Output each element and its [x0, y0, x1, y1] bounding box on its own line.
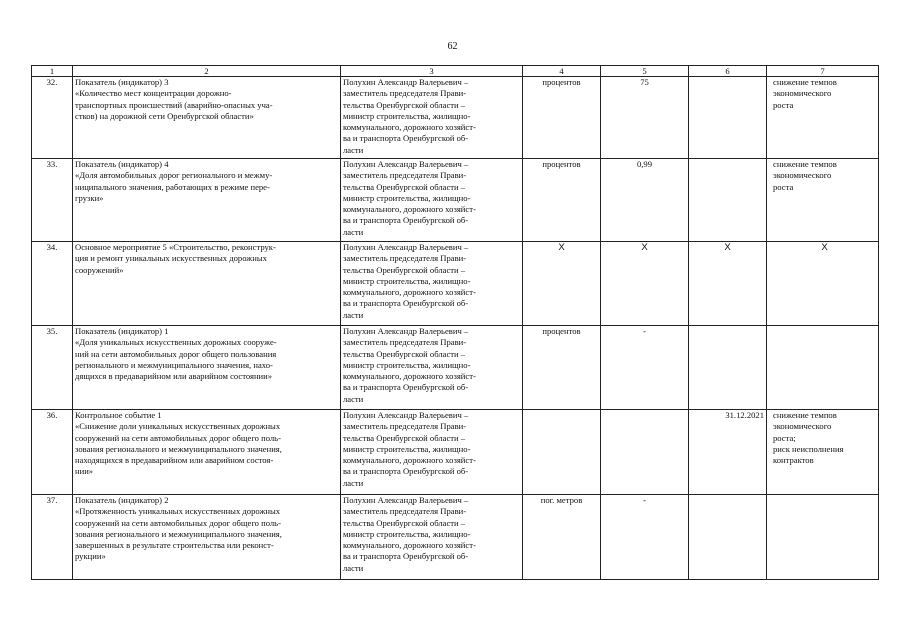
responsible-line: заместитель председателя Прави-	[343, 421, 467, 432]
responsible-line: тельства Оренбургской области –	[343, 348, 466, 359]
row-number: 37.	[32, 495, 73, 580]
description-line: регионального и межмуниципального значения, нахо-	[75, 359, 273, 370]
responsible-line: коммунального, дорожного хозяйст-	[343, 455, 476, 466]
responsible-line: ва и транспорта Оренбургской об-	[343, 551, 469, 562]
description-line: Контрольное событие 1	[75, 410, 162, 420]
responsible-line: ва и транспорта Оренбургской об-	[343, 466, 469, 477]
unit-cell: пог. метров	[523, 495, 601, 580]
description-line: «Количество мест концентрации дорожно-	[75, 88, 232, 99]
description-line: сооружений»	[75, 264, 124, 275]
risk-line: экономического	[773, 421, 832, 432]
risk-line: контрактов	[773, 455, 814, 466]
date-cell	[689, 159, 767, 242]
description-line: «Протяженность уникальных искусственных дорожных	[75, 506, 281, 517]
description-line: ний на сети автомобильных дорог общего пользования	[75, 348, 277, 359]
risk-cell	[767, 242, 879, 326]
responsible-line: Полухин Александр Валерьевич –	[343, 495, 469, 505]
description-line: Показатель (индикатор) 2	[75, 495, 169, 505]
risk-line: снижение темпов	[773, 77, 837, 87]
page-number: 62	[447, 41, 458, 52]
responsible-line: заместитель председателя Прави-	[343, 506, 467, 517]
date-cell: 31.12.2021	[689, 410, 767, 495]
responsible-line: ва и транспорта Оренбургской об-	[343, 298, 469, 309]
column-number-3: 3	[341, 66, 523, 77]
column-number-6: 6	[689, 66, 767, 77]
responsible-line: ва и транспорта Оренбургской об-	[343, 215, 469, 226]
responsible-line: ласти	[343, 144, 364, 155]
responsible-line: министр строительства, жилищно-	[343, 275, 471, 286]
responsible-line: Полухин Александр Валерьевич –	[343, 326, 469, 336]
description-line: зования регионального и межмуниципального значения,	[75, 443, 282, 454]
table-row	[32, 495, 879, 580]
description-line: сооружений на сети автомобильных дорог общего поль-	[75, 432, 281, 443]
row-number: 32.	[32, 77, 73, 159]
description-line: находящихся в предаварийном или аварийном состоя-	[75, 455, 274, 466]
table-row	[32, 242, 879, 326]
description-line: нии»	[75, 466, 94, 477]
risk-line: снижение темпов	[773, 159, 837, 169]
value-cell: 0,99	[601, 159, 689, 242]
description-line: ниципального значения, работающих в режиме пере-	[75, 181, 270, 192]
unit-cell: процентов	[523, 77, 601, 159]
risk-line: роста	[773, 99, 794, 110]
date-cell	[689, 326, 767, 410]
column-number-row	[32, 66, 879, 77]
value-cell: 75	[601, 77, 689, 159]
responsible-person	[341, 495, 523, 580]
value-cell: -	[601, 495, 689, 580]
description-line: грузки»	[75, 192, 104, 203]
risk-cell	[767, 77, 879, 159]
description-line: Основное мероприятие 5 «Строительство, реконструк-	[75, 242, 276, 252]
responsible-line: министр строительства, жилищно-	[343, 192, 471, 203]
responsible-line: заместитель председателя Прави-	[343, 337, 467, 348]
indicator-description	[73, 242, 341, 326]
responsible-line: министр строительства, жилищно-	[343, 443, 471, 454]
date-cell: Х	[689, 242, 767, 326]
risk-cell	[767, 410, 879, 495]
risk-line: снижение темпов	[773, 410, 837, 420]
risk-line: риск неисполнения	[773, 443, 844, 454]
column-number-5: 5	[601, 66, 689, 77]
risk-line: роста	[773, 181, 794, 192]
description-line: ция и ремонт уникальных искусственных дорожных	[75, 253, 267, 264]
unit-cell: процентов	[523, 159, 601, 242]
responsible-line: Полухин Александр Валерьевич –	[343, 159, 469, 169]
responsible-line: заместитель председателя Прави-	[343, 170, 467, 181]
responsible-line: ласти	[343, 477, 364, 488]
responsible-line: тельства Оренбургской области –	[343, 181, 466, 192]
table-row	[32, 326, 879, 410]
description-line: сооружений на сети автомобильных дорог общего поль-	[75, 517, 281, 528]
description-line: зования регионального и межмуниципального значения,	[75, 528, 282, 539]
responsible-person	[341, 242, 523, 326]
risk-cell	[767, 159, 879, 242]
unit-cell	[523, 410, 601, 495]
responsible-line: ласти	[343, 226, 364, 237]
unit-cell: Х	[523, 242, 601, 326]
indicator-description	[73, 77, 341, 159]
responsible-person	[341, 77, 523, 159]
value-cell: Х	[601, 242, 689, 326]
program-indicators-table	[31, 65, 879, 580]
description-line: Показатель (индикатор) 4	[75, 159, 169, 169]
table-row	[32, 410, 879, 495]
description-line: Показатель (индикатор) 1	[75, 326, 169, 336]
indicator-description	[73, 495, 341, 580]
risk-line: Х	[821, 242, 828, 253]
row-number: 34.	[32, 242, 73, 326]
risk-cell	[767, 495, 879, 580]
date-cell	[689, 495, 767, 580]
indicator-description	[73, 326, 341, 410]
description-line: транспортных происшествий (аварийно-опасных уча-	[75, 99, 273, 110]
row-number: 35.	[32, 326, 73, 410]
description-line: стков) на дорожной сети Оренбургской области»	[75, 110, 254, 121]
responsible-line: коммунального, дорожного хозяйст-	[343, 287, 476, 298]
responsible-line: Полухин Александр Валерьевич –	[343, 410, 469, 420]
responsible-line: коммунального, дорожного хозяйст-	[343, 122, 476, 133]
responsible-line: коммунального, дорожного хозяйст-	[343, 540, 476, 551]
risk-line: экономического	[773, 88, 832, 99]
description-line: «Снижение доли уникальных искусственных дорожных	[75, 421, 281, 432]
description-line: «Доля уникальных искусственных дорожных сооруже-	[75, 337, 277, 348]
responsible-line: ва и транспорта Оренбургской об-	[343, 382, 469, 393]
description-line: Показатель (индикатор) 3	[75, 77, 169, 87]
unit-cell: процентов	[523, 326, 601, 410]
description-line: завершенных в результате строительства или реконст-	[75, 540, 274, 551]
responsible-line: ласти	[343, 309, 364, 320]
responsible-person	[341, 159, 523, 242]
responsible-line: тельства Оренбургской области –	[343, 99, 466, 110]
responsible-line: Полухин Александр Валерьевич –	[343, 77, 469, 87]
description-line: «Доля автомобильных дорог регионального и межму-	[75, 170, 273, 181]
risk-line: экономического	[773, 170, 832, 181]
responsible-line: заместитель председателя Прави-	[343, 88, 467, 99]
responsible-line: ва и транспорта Оренбургской об-	[343, 133, 469, 144]
column-number-2: 2	[73, 66, 341, 77]
responsible-line: ласти	[343, 393, 364, 404]
row-number: 33.	[32, 159, 73, 242]
row-number: 36.	[32, 410, 73, 495]
table-row	[32, 77, 879, 159]
value-cell	[601, 410, 689, 495]
column-number-7: 7	[767, 66, 879, 77]
responsible-line: заместитель председателя Прави-	[343, 253, 467, 264]
date-cell	[689, 77, 767, 159]
responsible-line: Полухин Александр Валерьевич –	[343, 242, 469, 252]
indicator-description	[73, 410, 341, 495]
risk-line: роста;	[773, 432, 796, 443]
responsible-line: тельства Оренбургской области –	[343, 264, 466, 275]
column-number-1: 1	[32, 66, 73, 77]
responsible-line: коммунального, дорожного хозяйст-	[343, 204, 476, 215]
responsible-line: тельства Оренбургской области –	[343, 517, 466, 528]
responsible-person	[341, 410, 523, 495]
responsible-line: коммунального, дорожного хозяйст-	[343, 371, 476, 382]
column-number-4: 4	[523, 66, 601, 77]
indicator-description	[73, 159, 341, 242]
risk-cell	[767, 326, 879, 410]
responsible-line: министр строительства, жилищно-	[343, 110, 471, 121]
responsible-line: министр строительства, жилищно-	[343, 359, 471, 370]
value-cell: -	[601, 326, 689, 410]
table-row	[32, 159, 879, 242]
responsible-line: ласти	[343, 562, 364, 573]
description-line: рукции»	[75, 551, 106, 562]
responsible-person	[341, 326, 523, 410]
description-line: дящихся в предаварийном или аварийном состоянии»	[75, 371, 273, 382]
responsible-line: министр строительства, жилищно-	[343, 528, 471, 539]
responsible-line: тельства Оренбургской области –	[343, 432, 466, 443]
